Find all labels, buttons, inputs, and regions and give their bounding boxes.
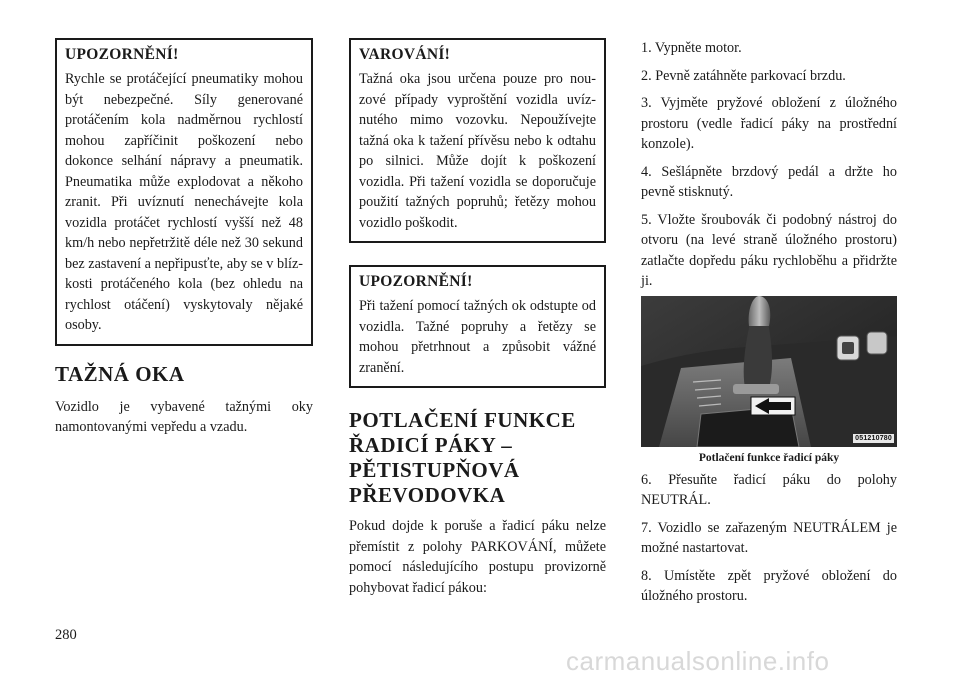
warning-title: UPOZORNĚNÍ! [359, 273, 473, 290]
warning-box-wheel-spin [55, 38, 313, 346]
step-item: 2. Pevně zatáhněte parkovací brzdu. [641, 67, 846, 84]
caution-text: Tažná oka jsou určena pouze pro nouzové případy vyproštění vozidla uvíznutého mimo vozovku. Nepoužívejte tažná oka k tažení přívěsu nebo k odtahu po silnici. Může dojít k poškození vozidla. Při tažení vozidla se doporučuje použití tažných popruhů; řetězy mohou vozidlo poškodit. [359, 71, 596, 231]
page-number: 280 [55, 627, 77, 643]
step-item: 7. Vozidlo se zařazeným NEUTRÁLEM je možné nastartovat. [641, 519, 897, 556]
tow-hooks-paragraph: Vozidlo je vybavené tažnými oky namontovanými vepředu a vzadu. [55, 398, 313, 435]
shift-override-paragraph: Pokud dojde k poruše a řadicí páku nelze přemístit z polohy PARKOVÁNÍ, můžete pomocí následujícího postupu provizorně pohybovat řadicí pákou: [349, 518, 606, 596]
step-item: 3. Vyjměte pryžové obložení z úložného prostoru (vedle řadicí páky na prostřední konzole). [641, 95, 897, 152]
column-middle [349, 38, 606, 598]
section-title-tow-hooks: TAŽNÁ OKA [55, 361, 185, 386]
caution-box-tow-hooks [349, 38, 606, 243]
column-right [641, 38, 897, 614]
figure-code: 051210780 [855, 434, 892, 442]
step-item: 4. Sešlápněte brzdový pedál a držte ho pevně stisknutý. [641, 163, 897, 200]
watermark-text: carmanualsonline.info [566, 646, 830, 676]
shifter-console-illustration [641, 296, 897, 447]
warning-title: UPOZORNĚNÍ! [65, 46, 179, 63]
figure-caption: Potlačení funkce řadicí páky [698, 451, 840, 464]
step-item: 6. Přesuňte řadicí páku do polohy NEUTRÁL. [641, 471, 897, 508]
step-item: 5. Vložte šroubovák či podobný nástroj do otvoru (na levé straně úložného prostoru) zatlačte dopředu páku rychloběhu a přidržte ji. [641, 211, 897, 289]
step-item: 1. Vypněte motor. [641, 40, 742, 56]
warning-text: Při tažení pomocí tažných ok odstupte od vozidla. Tažné popruhy a řetězy se mohou přetrhnout a způsobit vážné zranění. [359, 298, 596, 376]
warning-text: Rychle se protáčející pneumatiky mohou být nebezpečné. Síly generované protáčením kola nadměrnou rychlostí mohou zapříčinit poškození nebo dokonce selhání nápravy a pneumatik. Pneumatika může explodovat a někoho zranit. Při uvíznutí nenechávejte kola vozidla protáčet rychlostí vyšší než 48 km/h nebo nepřetržitě déle než 30 sekund bez zastavení a nepřipusťte, aby se v blízkosti protáčeného kola (bez ohledu na rychlost otáčení) vyskytovaly nějaké osoby. [65, 71, 303, 333]
section-title-shift-override: POTLAČENÍ FUNKCE ŘADICÍ PÁKY – PĚTISTUPŇOVÁ PŘEVODOVKA [349, 408, 576, 507]
shifter-console-photo [641, 296, 897, 447]
column-left [55, 38, 313, 438]
warning-box-towing [349, 265, 606, 388]
arrow-icon [751, 397, 795, 415]
caution-title: VAROVÁNÍ! [359, 46, 451, 63]
step-item: 8. Umístěte zpět pryžové obložení do úložného prostoru. [641, 567, 897, 604]
